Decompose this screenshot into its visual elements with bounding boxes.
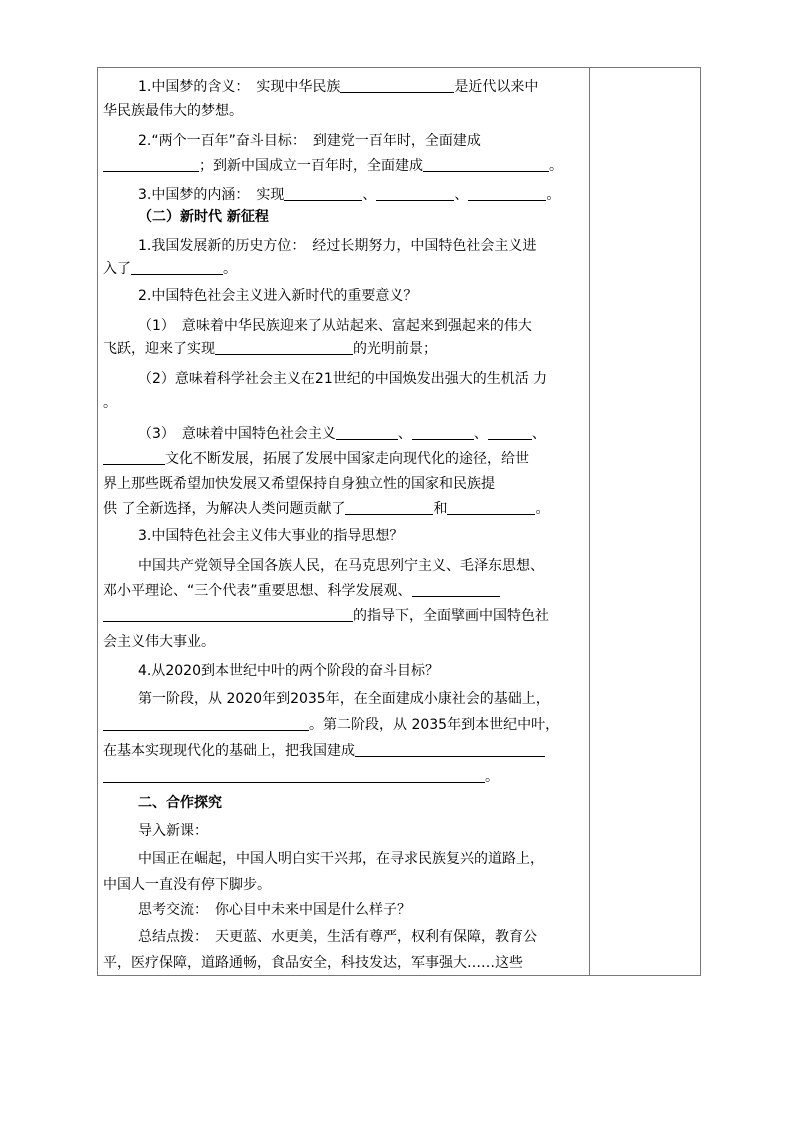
section-new-era-heading: （二）新时代 新征程 (138, 209, 269, 225)
q-significance: 2.中国特色社会主义进入新时代的重要意义？ (138, 288, 418, 304)
significance-3: （3） 意味着中国特色社会主义 、 、 、 (138, 426, 546, 442)
q-historic-position-cont: 入了 。 (103, 261, 237, 277)
summary-text-cont: 平，医疗保障，道路通畅，食品安全，科技发达，军事强大……这些 (103, 955, 523, 971)
intro-text: 中国正在崛起，中国人明白实干兴邦，在寻求民族复兴的道路上， (138, 851, 544, 867)
fill-blank[interactable] (103, 450, 165, 465)
significance-2-cont: 。 (103, 395, 117, 411)
fill-blank[interactable] (215, 340, 353, 355)
significance-3-cont: 文化不断发展，拓展了发展中国家走向现代化的途径，给世 (103, 449, 529, 469)
fill-blank[interactable] (103, 607, 353, 622)
fill-blank[interactable] (376, 186, 454, 201)
q2-goals: 2.“两个一百年”奋斗目标： 到建党一百年时，全面建成 (138, 133, 481, 149)
fill-blank[interactable] (412, 425, 474, 440)
q1-meaning: 1.中国梦的含义： 实现中华民族 是近代以来中 (138, 79, 539, 95)
stage-two: 在基本实现现代化的基础上，把我国建成 (103, 741, 545, 761)
guiding-thought-cont2: 的指导下，全面擘画中国特色社 (103, 606, 549, 626)
fill-blank[interactable] (423, 157, 549, 172)
fill-blank[interactable] (488, 425, 532, 440)
intro-text-cont: 中国人一直没有停下脚步。 (103, 877, 271, 893)
fill-blank[interactable] (336, 425, 398, 440)
summary-text: 总结点拨： 天更蓝、水更美，生活有尊严，权利有保障，教育公 (138, 929, 537, 945)
column-divider (589, 67, 590, 976)
fill-blank[interactable] (447, 500, 535, 515)
stage-two-cont: 。 (103, 767, 499, 787)
q2-goals-cont: ；到新中国成立一百年时，全面建成 。 (103, 156, 563, 176)
section-cooperation-heading: 二、合作探究 (138, 795, 222, 811)
significance-3-cont3: 供 了全新选择，为解决人类问题贡献了 和 。 (103, 501, 550, 517)
q-guiding-thought: 3.中国特色社会主义伟大事业的指导思想？ (138, 528, 404, 544)
guiding-thought-cont3: 会主义伟大事业。 (103, 634, 215, 650)
q1-meaning-cont: 华民族最伟大的梦想。 (103, 103, 243, 119)
q-historic-position: 1.我国发展新的历史方位： 经过长期努力，中国特色社会主义进 (138, 238, 537, 254)
stage-one: 第一阶段，从 2020年到2035年，在全面建成小康社会的基础上， (138, 691, 550, 707)
fill-blank[interactable] (284, 186, 362, 201)
q3-connotation: 3.中国梦的内涵： 实现 、 、 。 (138, 187, 561, 203)
fill-blank[interactable] (355, 742, 545, 757)
fill-blank[interactable] (103, 768, 485, 783)
fill-blank[interactable] (468, 186, 546, 201)
q-two-stage-goals: 4.从2020到本世纪中叶的两个阶段的奋斗目标？ (138, 663, 439, 679)
significance-2: （2）意味着科学社会主义在21世纪的中国焕发出强大的生机活 力 (138, 371, 548, 387)
significance-3-cont2: 界上那些既希望加快发展又希望保持自身独立性的国家和民族提 (103, 476, 495, 492)
fill-blank[interactable] (340, 78, 454, 93)
fill-blank[interactable] (412, 582, 500, 597)
significance-1: （1） 意味着中华民族迎来了从站起来、富起来到强起来的伟大 (138, 318, 532, 334)
fill-blank[interactable] (131, 260, 223, 275)
significance-1-cont: 飞跃，迎来了实现 的光明前景； (103, 341, 437, 357)
guiding-thought-cont: 邓小平理论、“三个代表”重要思想、科学发展观、 (103, 581, 500, 601)
fill-blank[interactable] (345, 500, 433, 515)
intro-label: 导入新课： (138, 823, 208, 839)
stage-one-cont: 。第二阶段，从 2035年到本世纪中叶， (103, 715, 559, 735)
fill-blank[interactable] (103, 157, 199, 172)
guiding-thought-text: 中国共产党领导全国各族人民，在马克思列宁主义、毛泽东思想、 (138, 558, 544, 574)
discussion-prompt: 思考交流： 你心目中未来中国是什么样子？ (138, 902, 411, 918)
fill-blank[interactable] (103, 716, 309, 731)
